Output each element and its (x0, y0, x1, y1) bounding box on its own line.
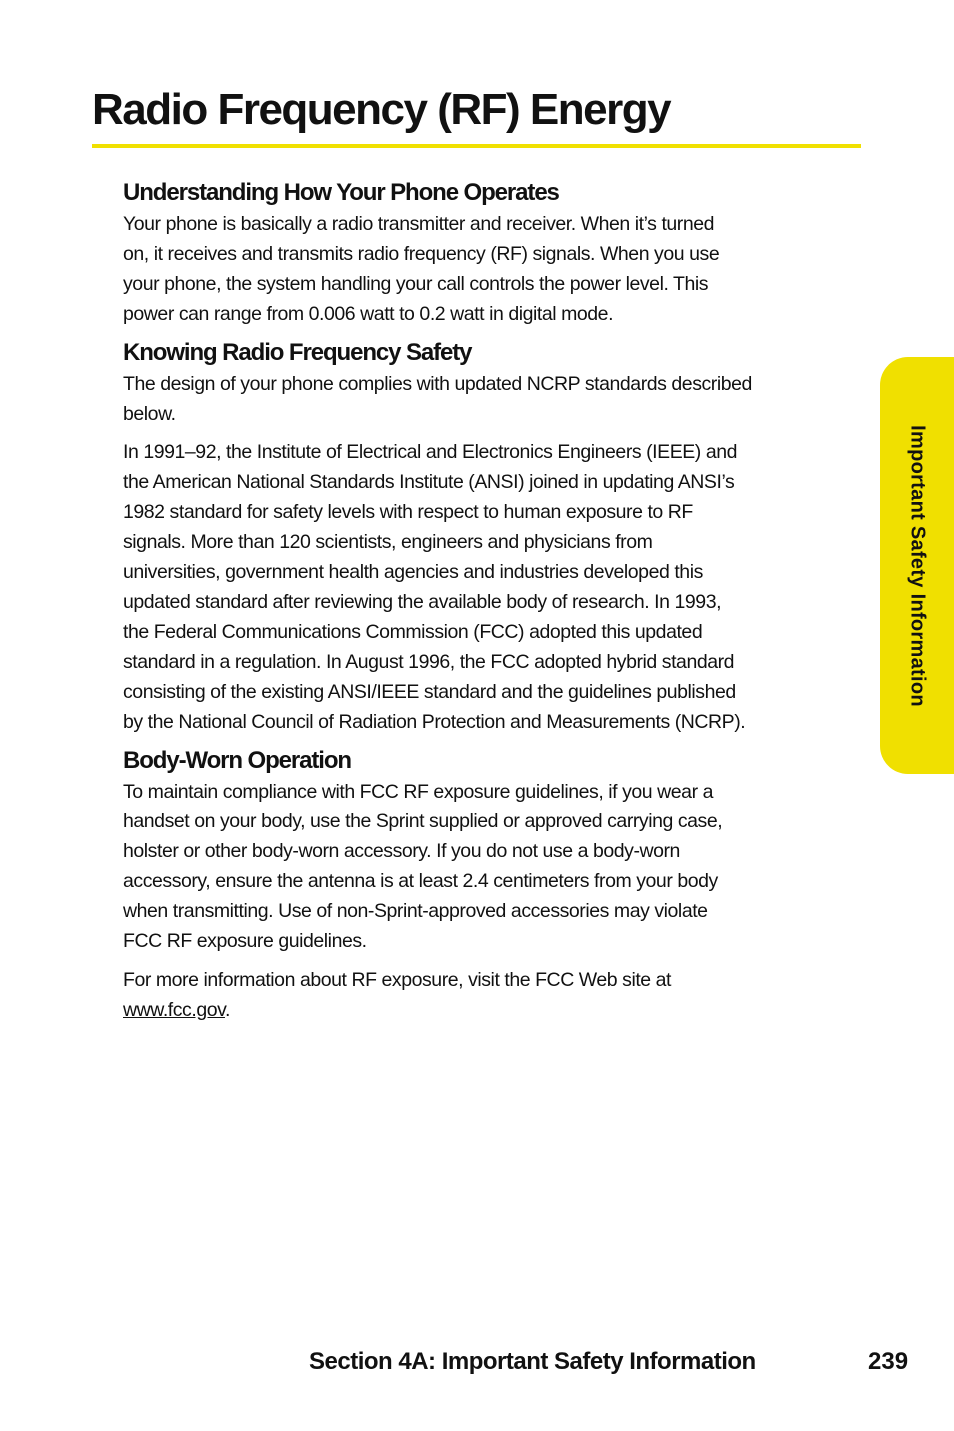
text-line: the Federal Communications Commission (FCC) adopted this updated (123, 620, 703, 643)
link-line (123, 996, 863, 1026)
text-line: universities, government health agencies and industries developed this (123, 561, 703, 584)
fcc-website-link[interactable]: www.fcc.gov (123, 998, 225, 1021)
text-line: by the National Council of Radiation Protection and Measurements (NCRP). (123, 710, 746, 733)
title-underline-rule (92, 144, 861, 148)
text-line: For more information about RF exposure, visit the FCC Web site at (123, 968, 672, 991)
paragraph-standards-history (123, 438, 863, 737)
section-heading-phone-operation: Understanding How Your Phone Operates (123, 179, 559, 206)
paragraph-more-info (123, 966, 863, 1026)
section-side-tab (880, 357, 954, 774)
text-line: FCC RF exposure guidelines. (123, 930, 367, 953)
paragraph-body-worn (123, 778, 863, 957)
page-title: Radio Frequency (RF) Energy (92, 85, 671, 134)
footer-section-label: Section 4A: Important Safety Information (309, 1348, 756, 1375)
text-line: power can range from 0.006 watt to 0.2 watt in digital mode. (123, 302, 614, 325)
side-tab-label: Important Safety Information (906, 424, 929, 707)
footer-page-number: 239 (868, 1348, 909, 1375)
text-line: consisting of the existing ANSI/IEEE standard and the guidelines published (123, 680, 736, 703)
text-line: below. (123, 402, 176, 425)
text-line: the American National Standards Institute (ANSI) joined in updating ANSI’s (123, 471, 735, 494)
text-line: updated standard after reviewing the available body of research. In 1993, (123, 590, 722, 613)
text-line: In 1991–92, the Institute of Electrical and Electronics Engineers (IEEE) and (123, 441, 738, 464)
text-line: The design of your phone complies with updated NCRP standards described (123, 372, 752, 395)
paragraph-ncrp-compliance (123, 370, 863, 430)
section-heading-rf-safety: Knowing Radio Frequency Safety (123, 338, 472, 366)
text-line: standard in a regulation. In August 1996, the FCC adopted hybrid standard (123, 650, 735, 673)
text-line: accessory, ensure the antenna is at least 2.4 centimeters from your body (123, 870, 718, 893)
text-line: on, it receives and transmits radio frequency (RF) signals. When you use (123, 242, 720, 265)
text-line: your phone, the system handling your call controls the power level. This (123, 272, 709, 295)
text-line: To maintain compliance with FCC RF exposure guidelines, if you wear a (123, 780, 713, 803)
paragraph-phone-operation (123, 210, 863, 330)
text-line: Your phone is basically a radio transmitter and receiver. When it’s turned (123, 213, 715, 235)
section-heading-body-worn: Body-Worn Operation (123, 746, 351, 774)
text-line: handset on your body, use the Sprint supplied or approved carrying case, (123, 810, 723, 833)
text-line: when transmitting. Use of non-Sprint-approved accessories may violate (123, 900, 708, 923)
main-content (123, 176, 863, 1026)
text-line: 1982 standard for safety levels with respect to human exposure to RF (123, 501, 693, 524)
text-line: signals. More than 120 scientists, engineers and physicians from (123, 531, 653, 554)
text-line: holster or other body-worn accessory. If you do not use a body-worn (123, 840, 680, 863)
link-suffix: . (224, 998, 230, 1021)
